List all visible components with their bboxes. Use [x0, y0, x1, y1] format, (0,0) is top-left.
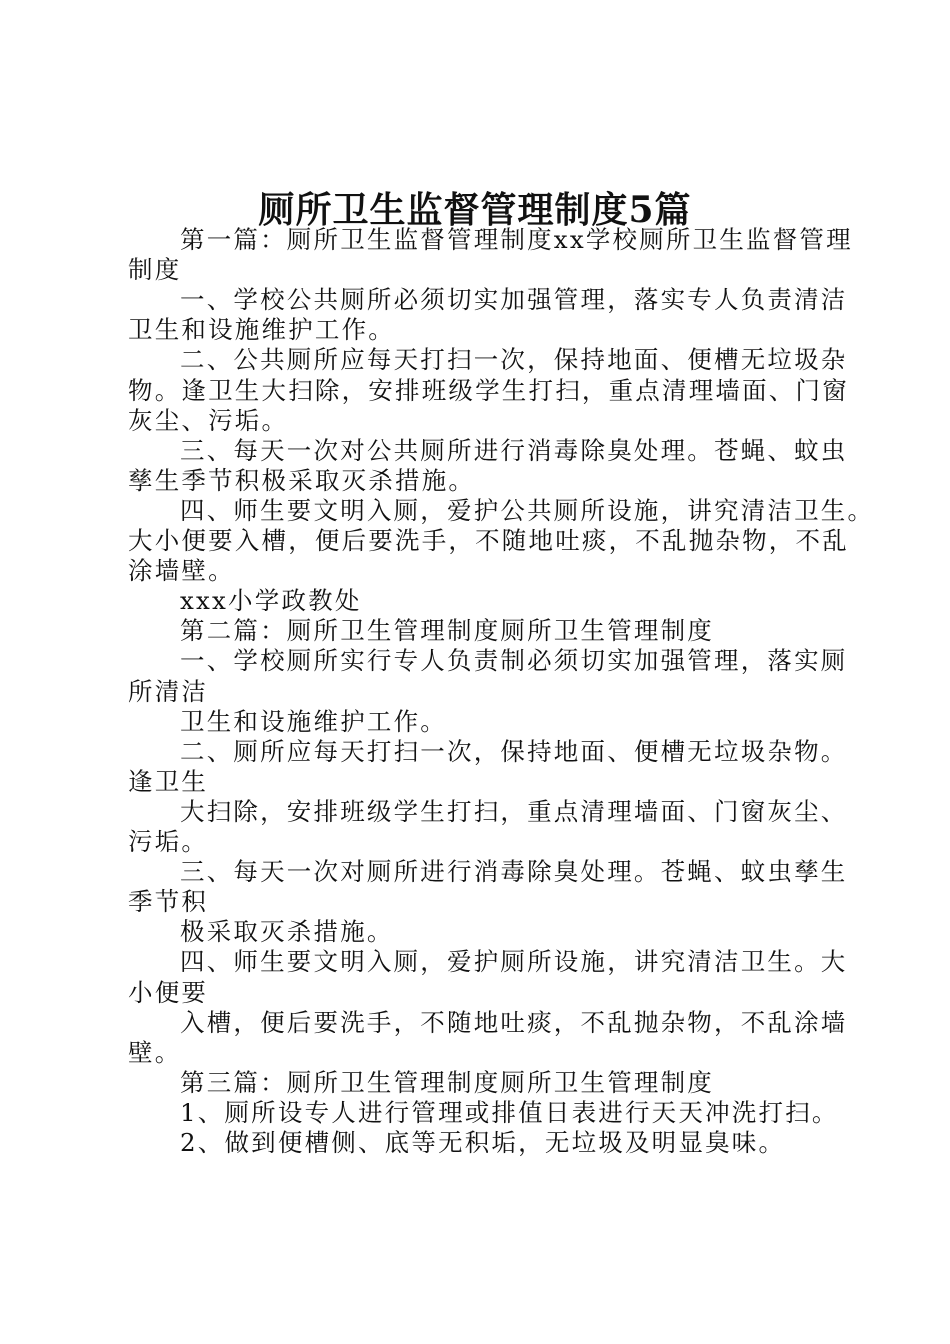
body-line: 第三篇：厕所卫生管理制度厕所卫生管理制度 [180, 1067, 714, 1097]
body-line: 第二篇：厕所卫生管理制度厕所卫生管理制度 [180, 616, 714, 646]
body-line: 逢卫生 [128, 766, 209, 796]
body-line: 大扫除，安排班级学生打扫，重点清理墙面、门窗灰尘、 [180, 796, 848, 826]
body-line: 二、公共厕所应每天打扫一次，保持地面、便槽无垃圾杂 [180, 345, 848, 375]
body-line: 小便要 [128, 977, 209, 1007]
body-line: 孳生季节积极采取灭杀措施。 [128, 465, 476, 495]
body-line: 入槽，便后要洗手，不随地吐痰，不乱抛杂物，不乱涂墙 [180, 1007, 848, 1037]
body-line: 四、师生要文明入厕，爱护公共厕所设施，讲究清洁卫生。 [180, 495, 875, 525]
body-line: 卫生和设施维护工作。 [180, 706, 447, 736]
body-line: 三、每天一次对公共厕所进行消毒除臭处理。苍蝇、蚊虫 [180, 435, 848, 465]
body-line: 2、做到便槽侧、底等无积垢，无垃圾及明显臭味。 [180, 1128, 786, 1157]
body-line: 1、厕所设专人进行管理或排值日表进行天天冲洗打扫。 [180, 1097, 839, 1127]
document-title: 厕所卫生监督管理制度5篇 [258, 189, 692, 231]
body-line: 制度 [128, 255, 182, 285]
body-line: 涂墙壁。 [128, 556, 235, 586]
body-line: 污垢。 [128, 827, 209, 856]
body-line: 卫生和设施维护工作。 [128, 315, 395, 345]
body-line: 一、学校厕所实行专人负责制必须切实加强管理，落实厕 [180, 646, 848, 676]
body-line: 所清洁 [128, 676, 209, 706]
body-line: 一、学校公共厕所必须切实加强管理，落实专人负责清洁 [180, 285, 848, 315]
body-line: 灰尘、污垢。 [128, 405, 289, 435]
body-line: 第一篇：厕所卫生监督管理制度xx学校厕所卫生监督管理 [180, 225, 853, 254]
body-line: xxx小学政教处 [180, 586, 362, 616]
body-line: 大小便要入槽，便后要洗手，不随地吐痰，不乱抛杂物，不乱 [128, 526, 849, 555]
body-line: 四、师生要文明入厕，爱护厕所设施，讲究清洁卫生。大 [180, 947, 848, 977]
body-line: 季节积 [128, 887, 209, 917]
body-line: 极采取灭杀措施。 [180, 917, 394, 947]
body-line: 三、每天一次对厕所进行消毒除臭处理。苍蝇、蚊虫孳生 [180, 857, 848, 887]
body-line: 壁。 [128, 1037, 182, 1067]
body-line: 物。逢卫生大扫除，安排班级学生打扫，重点清理墙面、门窗 [128, 375, 849, 405]
body-line: 二、厕所应每天打扫一次，保持地面、便槽无垃圾杂物。 [180, 736, 848, 766]
